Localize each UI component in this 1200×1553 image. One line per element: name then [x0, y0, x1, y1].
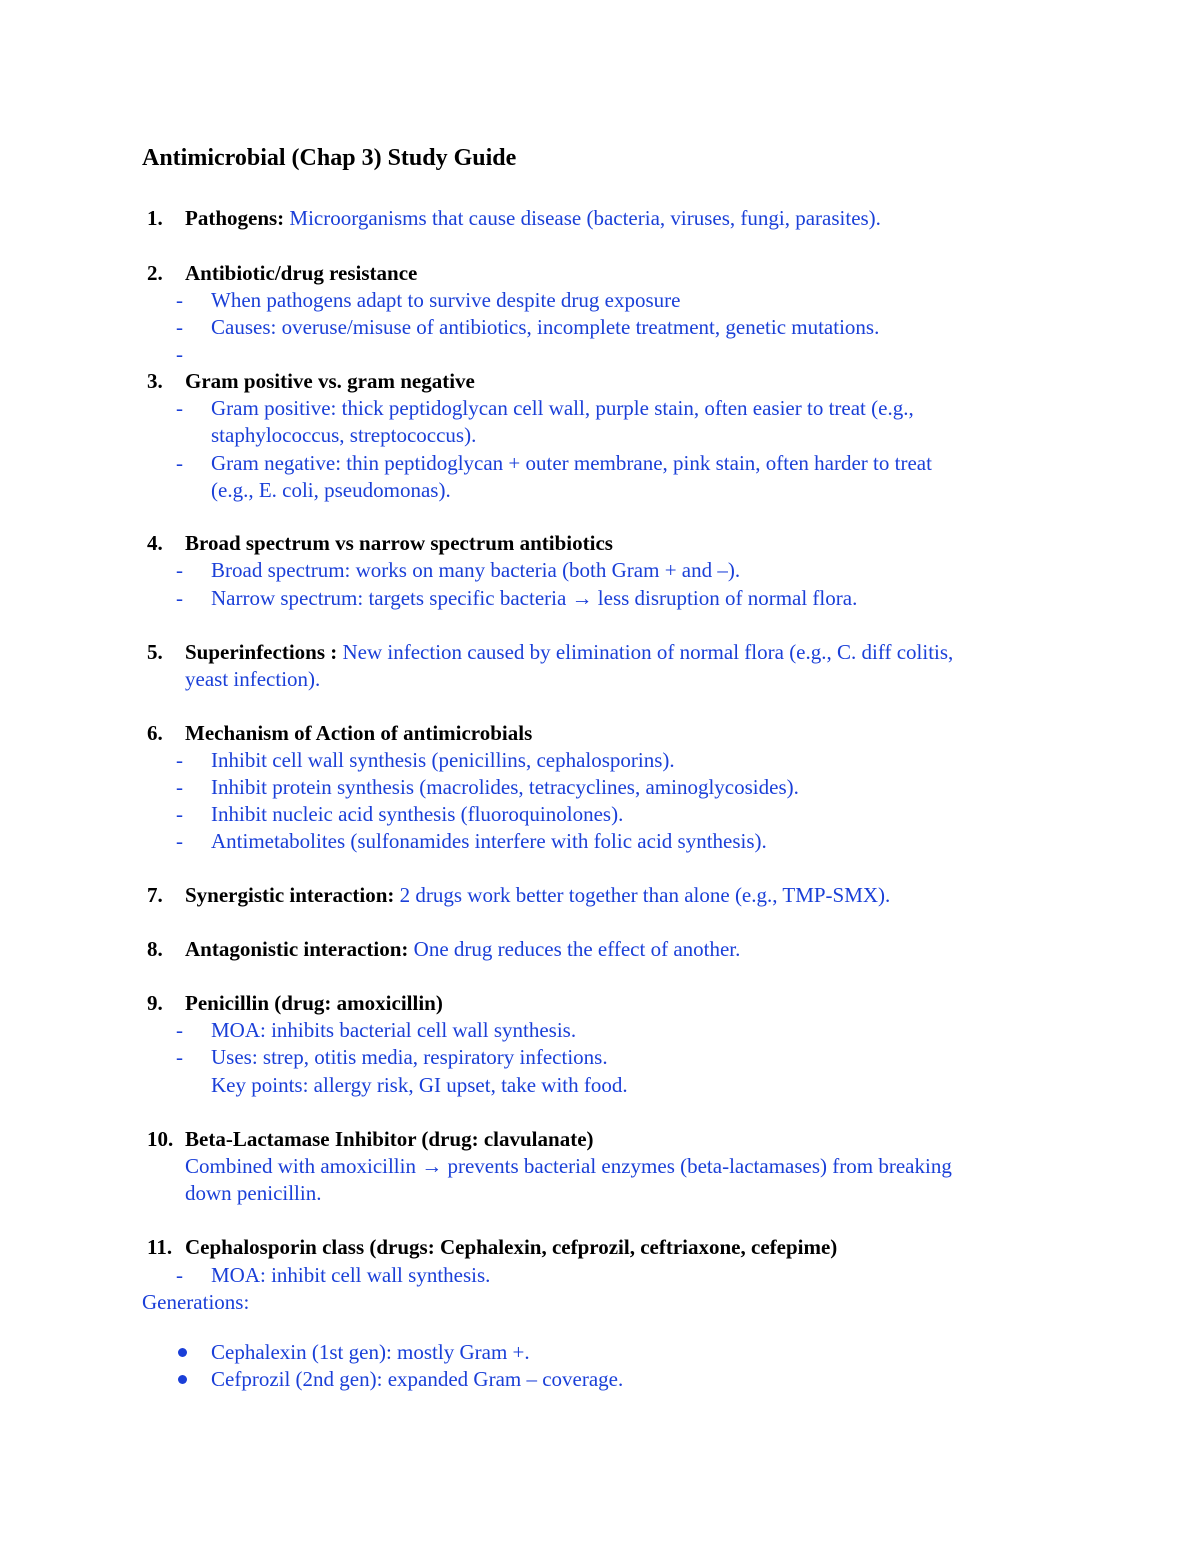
dash-marker: -: [176, 829, 183, 853]
dash-marker: -: [176, 288, 183, 312]
sub-bullet: Uses: strep, otitis media, respiratory infections.: [211, 1045, 608, 1069]
item-number: 3.: [147, 369, 163, 393]
item-text: One drug reduces the effect of another.: [408, 937, 741, 961]
item-heading: Beta-Lactamase Inhibitor (drug: clavulanate): [185, 1127, 594, 1151]
sub-bullet: Inhibit cell wall synthesis (penicillins, cephalosporins).: [211, 748, 675, 772]
item-8: [185, 936, 740, 963]
item-heading: Broad spectrum vs narrow spectrum antibiotics: [185, 531, 613, 555]
generation-item: Cephalexin (1st gen): mostly Gram +.: [211, 1340, 530, 1364]
item-heading: Synergistic interaction:: [185, 883, 395, 907]
sub-bullet: Narrow spectrum: targets specific bacteria → less disruption of normal flora.: [211, 586, 858, 610]
item-continuation: Combined with amoxicillin → prevents bacterial enzymes (beta-lactamases) from breaking: [185, 1154, 952, 1178]
item-1: [185, 205, 881, 232]
item-heading: Gram positive vs. gram negative: [185, 369, 475, 393]
sub-bullet: Inhibit nucleic acid synthesis (fluoroquinolones).: [211, 802, 624, 826]
bullet-dot: [178, 1375, 187, 1384]
item-heading: Mechanism of Action of antimicrobials: [185, 721, 533, 745]
item-number: 9.: [147, 991, 163, 1015]
generations-label: Generations:: [142, 1290, 250, 1314]
sub-bullet: When pathogens adapt to survive despite drug exposure: [211, 288, 681, 312]
dash-marker: -: [176, 775, 183, 799]
item-number: 7.: [147, 883, 163, 907]
sub-bullet-continuation: Key points: allergy risk, GI upset, take with food.: [211, 1073, 628, 1097]
sub-bullet: Gram negative: thin peptidoglycan + outer membrane, pink stain, often harder to treat: [211, 451, 932, 475]
item-continuation: down penicillin.: [185, 1181, 322, 1205]
item-number: 4.: [147, 531, 163, 555]
sub-bullet-continuation: (e.g., E. coli, pseudomonas).: [211, 478, 451, 502]
item-heading: Penicillin (drug: amoxicillin): [185, 991, 443, 1015]
item-heading: Pathogens:: [185, 206, 285, 230]
item-number: 10.: [147, 1127, 174, 1151]
dash-marker: -: [176, 396, 183, 420]
item-number: 6.: [147, 721, 163, 745]
item-text: 2 drugs work better together than alone (e.g., TMP-SMX).: [394, 883, 891, 907]
item-7: [185, 882, 890, 909]
item-text: Microorganisms that cause disease (bacteria, viruses, fungi, parasites).: [284, 206, 881, 230]
sub-bullet: MOA: inhibit cell wall synthesis.: [211, 1263, 491, 1287]
sub-bullet: Inhibit protein synthesis (macrolides, tetracyclines, aminoglycosides).: [211, 775, 799, 799]
item-number: 5.: [147, 640, 163, 664]
item-number: 2.: [147, 261, 163, 285]
item-5: [185, 639, 953, 666]
dash-marker: -: [176, 586, 183, 610]
dash-marker: -: [176, 1263, 183, 1287]
item-heading: Antibiotic/drug resistance: [185, 261, 418, 285]
item-number: 11.: [147, 1235, 173, 1259]
page-title: Antimicrobial (Chap 3) Study Guide: [142, 145, 517, 171]
sub-bullet: MOA: inhibits bacterial cell wall synthesis.: [211, 1018, 577, 1042]
sub-bullet-continuation: staphylococcus, streptococcus).: [211, 423, 477, 447]
item-number: 8.: [147, 937, 163, 961]
item-text: New infection caused by elimination of normal flora (e.g., C. diff colitis,: [337, 640, 954, 664]
dash-marker: -: [176, 451, 183, 475]
dash-marker: -: [176, 802, 183, 826]
item-heading: Superinfections :: [185, 640, 338, 664]
item-continuation: yeast infection).: [185, 667, 321, 691]
sub-bullet: Antimetabolites (sulfonamides interfere with folic acid synthesis).: [211, 829, 767, 853]
bullet-dot: [178, 1348, 187, 1357]
dash-marker: -: [176, 1018, 183, 1042]
dash-marker: -: [176, 748, 183, 772]
item-heading: Antagonistic interaction:: [185, 937, 409, 961]
dash-marker: -: [176, 1045, 183, 1069]
item-heading: Cephalosporin class (drugs: Cephalexin, cefprozil, ceftriaxone, cefepime): [185, 1235, 838, 1259]
generation-item: Cefprozil (2nd gen): expanded Gram – coverage.: [211, 1367, 624, 1391]
sub-bullet: Broad spectrum: works on many bacteria (both Gram + and –).: [211, 558, 741, 582]
sub-bullet: Causes: overuse/misuse of antibiotics, incomplete treatment, genetic mutations.: [211, 315, 880, 339]
dash-marker: -: [176, 342, 183, 366]
sub-bullet: Gram positive: thick peptidoglycan cell wall, purple stain, often easier to treat (e.g.,: [211, 396, 914, 420]
dash-marker: -: [176, 315, 183, 339]
item-number: 1.: [147, 206, 163, 230]
dash-marker: -: [176, 558, 183, 582]
